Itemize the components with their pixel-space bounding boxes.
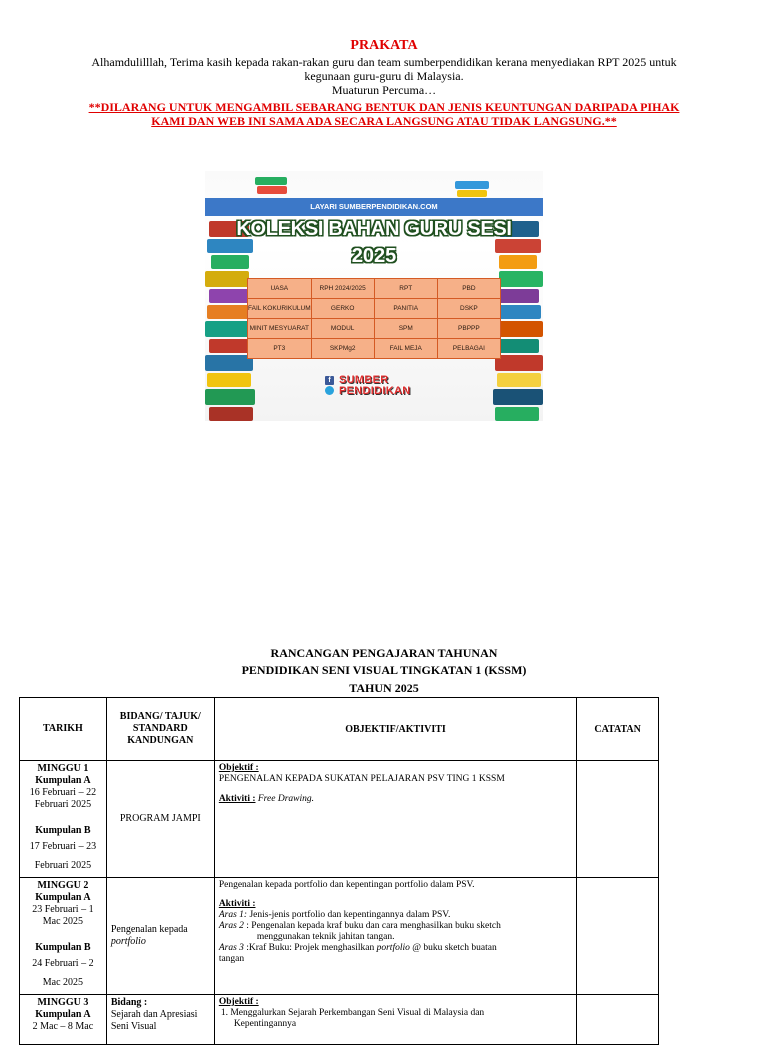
week-label: MINGGU 2 (37, 880, 89, 891)
banner-grid-row (248, 339, 501, 359)
cell-bidang (106, 878, 214, 995)
banner-grid-cell[interactable]: GERKO (311, 299, 374, 319)
banner-grid-cell[interactable]: DSKP (437, 299, 500, 319)
banner-grid-cell[interactable]: PELBAGAI (437, 339, 500, 359)
banner-grid-cell[interactable]: SKPMg2 (311, 339, 374, 359)
objektif-text: PENGENALAN KEPADA SUKATAN PELAJARAN PSV TING 1 KSSM (218, 774, 505, 784)
aras-3-text-a: :Kraf Buku: Projek menghasilkan (243, 943, 377, 953)
cell-tarikh (20, 761, 107, 878)
banner-grid-cell[interactable]: RPH 2024/2025 (311, 279, 374, 299)
objektif-label: Objektif : (218, 763, 259, 773)
intro-line-3: Muaturun Percuma… (331, 83, 437, 97)
table-row (20, 761, 659, 878)
warning-line-2: KAMI DAN WEB INI SAMA ADA SECARA LANGSUNG ATAU TIDAK LANGSUNG.** (151, 114, 617, 128)
cell-objektif (214, 995, 576, 1045)
banner-category-grid (247, 278, 501, 359)
book-top-right-2 (457, 190, 487, 197)
table-header-row (20, 698, 659, 761)
cell-catatan (577, 995, 659, 1045)
cell-tarikh (20, 995, 107, 1045)
group-b-label: Kumpulan B (35, 942, 91, 953)
banner-grid-cell[interactable]: FAIL MEJA (374, 339, 437, 359)
group-a-label: Kumpulan A (35, 1009, 91, 1020)
cell-catatan (577, 761, 659, 878)
banner-grid-cell[interactable]: SPM (374, 319, 437, 339)
banner-grid-cell[interactable]: PBPPP (437, 319, 500, 339)
group-b-date: 24 Februari – 2 Mac 2025 (32, 958, 94, 988)
cell-bidang (106, 995, 214, 1045)
banner-grid-row (248, 299, 501, 319)
koleksi-bahan-guru-banner[interactable] (205, 171, 543, 421)
aras-3-label: Aras 3 (218, 943, 244, 953)
bidang-text: Sejarah dan Apresiasi (110, 1009, 198, 1020)
group-a-date: 23 Februari – 1 Mac 2025 (32, 904, 94, 927)
intro-paragraph (60, 55, 708, 97)
warning-notice (40, 100, 728, 128)
bidang-text-2: Seni Visual (110, 1021, 157, 1032)
aras-3-italic: portfolio (376, 943, 410, 953)
intro-text: Pengenalan kepada portfolio dan kepentingan portfolio dalam PSV. (218, 880, 475, 890)
logo-text-line-1: SUMBER (339, 374, 389, 386)
intro-line-1: Alhamdulilllah, Terima kasih kepada rakan-rakan guru dan team sumberpendidikan kerana menyediakan RPT 2025 untuk (91, 55, 677, 69)
banner-url-bar[interactable]: LAYARI SUMBERPENDIDIKAN.COM (205, 198, 543, 216)
book-top-left-2 (257, 186, 287, 194)
objektif-label: Objektif : (218, 997, 259, 1007)
header-tarikh: TARIKH (20, 698, 107, 761)
group-a-label: Kumpulan A (35, 892, 91, 903)
aras-1-text: Jenis-jenis portfolio dan kepentingannya dalam PSV. (247, 910, 451, 920)
banner-grid-cell[interactable]: RPT (374, 279, 437, 299)
banner-grid-cell[interactable]: PBD (437, 279, 500, 299)
banner-grid-cell[interactable]: FAIL KOKURIKULUM (248, 299, 312, 319)
group-b-date: 17 Februari – 23 Februari 2025 (29, 841, 97, 871)
prakata-title: PRAKATA (350, 38, 418, 53)
header-objektif: OBJEKTIF/AKTIVITI (214, 698, 576, 761)
sumber-pendidikan-logo (325, 373, 425, 397)
objektif-item-1-continued: Kepentingannya (233, 1019, 297, 1029)
cell-tarikh (20, 878, 107, 995)
week-label: MINGGU 3 (37, 997, 89, 1008)
table-row (20, 878, 659, 995)
facebook-icon: f (325, 376, 334, 385)
banner-year: 2025 (351, 245, 397, 267)
rpt-heading-2: PENDIDIKAN SENI VISUAL TINGKATAN 1 (KSSM) (241, 663, 527, 677)
group-a-date: 2 Mac – 8 Mac (32, 1021, 94, 1032)
banner-title: KOLEKSI BAHAN GURU SESI (236, 218, 512, 240)
banner-grid-row (248, 279, 501, 299)
week-label: MINGGU 1 (37, 763, 89, 774)
banner-grid-cell[interactable]: PANITIA (374, 299, 437, 319)
book-top-right (455, 181, 489, 189)
group-b-label: Kumpulan B (35, 825, 91, 836)
bidang-text-italic: portfolio (110, 936, 146, 947)
cell-objektif (214, 878, 576, 995)
rpt-heading-1: RANCANGAN PENGAJARAN TAHUNAN (270, 646, 498, 660)
aras-3-text-b: @ buku sketch buatan (409, 943, 497, 953)
bidang-text: PROGRAM JAMPI (119, 813, 201, 824)
bidang-label: Bidang : (110, 997, 148, 1008)
cell-objektif (214, 761, 576, 878)
aktiviti-label: Aktiviti : (218, 899, 256, 909)
banner-grid-row (248, 319, 501, 339)
banner-grid-cell[interactable]: PT3 (248, 339, 312, 359)
cell-catatan (577, 878, 659, 995)
aras-2-label: Aras 2 (218, 921, 244, 931)
logo-text-line-2: PENDIDIKAN (339, 385, 411, 397)
group-a-date: 16 Februari – 22 Februari 2025 (29, 787, 97, 810)
banner-grid-cell[interactable]: MINIT MESYUARAT (248, 319, 312, 339)
aras-2-continued: menggunakan teknik jahitan tangan. (256, 932, 395, 942)
header-bidang: BIDANG/ TAJUK/ STANDARD KANDUNGAN (106, 698, 214, 761)
banner-grid-cell[interactable]: MODUL (311, 319, 374, 339)
book-top-left (255, 177, 287, 185)
warning-line-1: **DILARANG UNTUK MENGAMBIL SEBARANG BENTUK DAN JENIS KEUNTUNGAN DARIPADA PIHAK (88, 100, 680, 114)
table-row (20, 995, 659, 1045)
banner-grid-cell[interactable]: UASA (248, 279, 312, 299)
intro-line-2: kegunaan guru-guru di Malaysia. (304, 69, 464, 83)
rpt-table (19, 697, 659, 1045)
aras-1-label: Aras 1: (218, 910, 248, 920)
aras-2-text: : Pengenalan kepada kraf buku dan cara menghasilkan buku sketch (243, 921, 501, 931)
cell-bidang (106, 761, 214, 878)
bidang-text: Pengenalan kepada (110, 924, 188, 935)
group-a-label: Kumpulan A (35, 775, 91, 786)
rpt-heading-3: TAHUN 2025 (349, 681, 419, 695)
aktiviti-text: Free Drawing. (257, 794, 314, 804)
telegram-icon (325, 386, 334, 395)
aktiviti-label: Aktiviti : (218, 794, 256, 804)
header-catatan: CATATAN (577, 698, 659, 761)
aras-3-continued: tangan (218, 954, 245, 964)
objektif-item-1: 1. Menggalurkan Sejarah Perkembangan Seni Visual di Malaysia dan (220, 1008, 485, 1018)
